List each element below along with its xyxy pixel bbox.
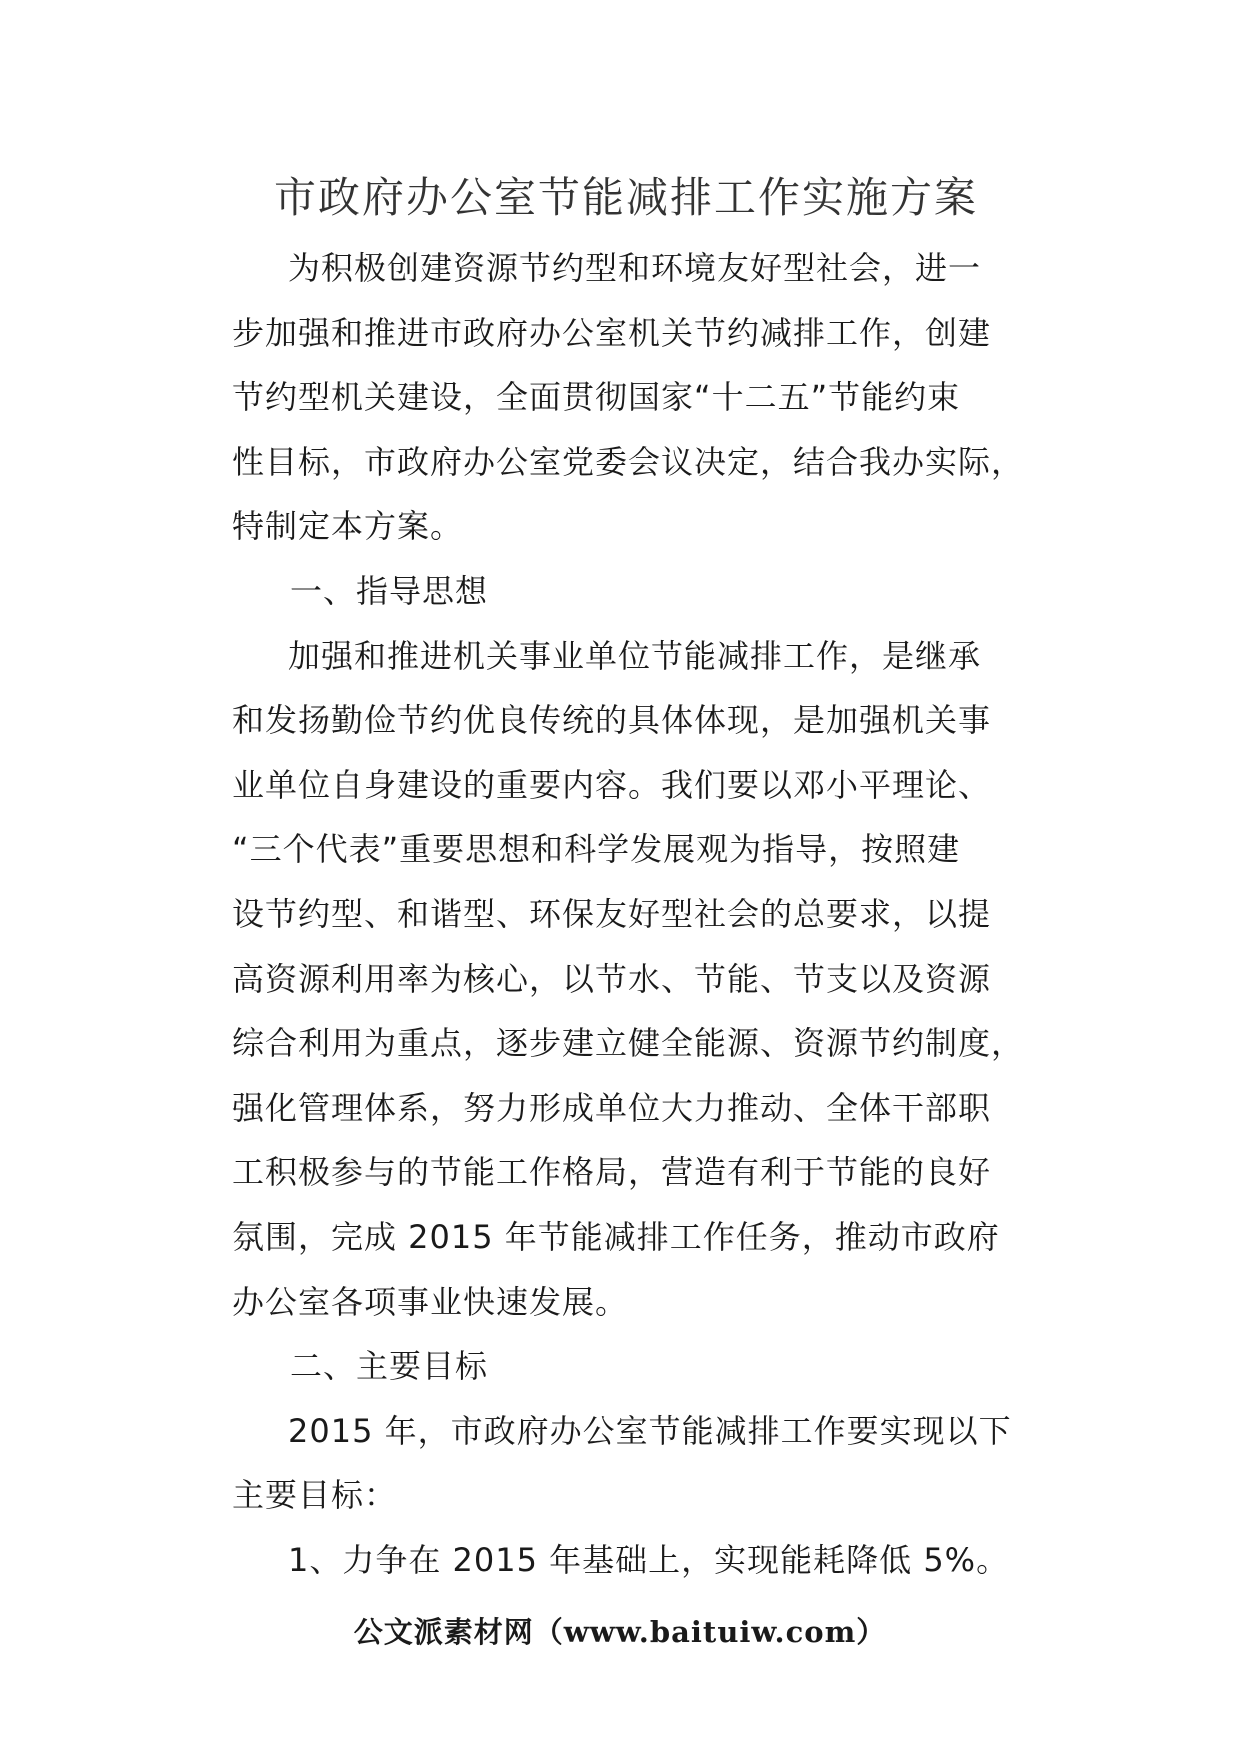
section-heading: 一、指导思想: [290, 571, 489, 610]
text-line: 高资源利用率为核心，以节水、节能、节支以及资源: [232, 959, 992, 998]
text-line: 和发扬勤俭节约优良传统的具体体现，是加强机关事: [232, 701, 992, 740]
text-line: 为积极创建资源节约型和环境友好型社会，进一: [288, 249, 982, 287]
document-body: [232, 236, 1032, 1592]
text-line: 步加强和推进市政府办公室机关节约减排工作，创建: [232, 313, 992, 352]
text-line: 节约型机关建设，全面贯彻国家“十二五”节能约束: [232, 378, 961, 417]
text-line: “三个代表”重要思想和科学发展观为指导，按照建: [232, 830, 961, 869]
footer-site-name: 公文派素材网: [353, 1615, 534, 1649]
text-line: 办公室各项事业快速发展。: [232, 1282, 629, 1321]
text-line: 设节约型、和谐型、环保友好型社会的总要求，以提: [232, 894, 992, 933]
document-title: 市政府办公室节能减排工作实施方案: [273, 173, 978, 222]
footer-url: （www.baituiw.com）: [533, 1615, 887, 1649]
text-line: 业单位自身建设的重要内容。我们要以邓小平理论、: [232, 765, 992, 804]
text-line: 1、力争在 2015 年基础上，实现能耗降低 5%。: [288, 1540, 1010, 1579]
text-line: 加强和推进机关事业单位节能减排工作，是继承: [288, 636, 982, 675]
section-heading: 二、主要目标: [290, 1347, 489, 1386]
text-line: 2015 年，市政府办公室节能减排工作要实现以下: [288, 1411, 1012, 1450]
text-line: 氛围，完成 2015 年节能减排工作任务，推动市政府: [232, 1217, 1000, 1256]
text-line: 强化管理体系，努力形成单位大力推动、全体干部职: [232, 1088, 992, 1127]
text-line: 工积极参与的节能工作格局，营造有利于节能的良好: [232, 1153, 992, 1192]
watermark-footer: [0, 1612, 1240, 1652]
text-line: 主要目标：: [232, 1476, 398, 1515]
text-line: 特制定本方案。: [232, 507, 464, 546]
text-line: 性目标，市政府办公室党委会议决定，结合我办实际，: [232, 442, 1025, 481]
text-line: 综合利用为重点，逐步建立健全能源、资源节约制度，: [232, 1024, 1025, 1063]
